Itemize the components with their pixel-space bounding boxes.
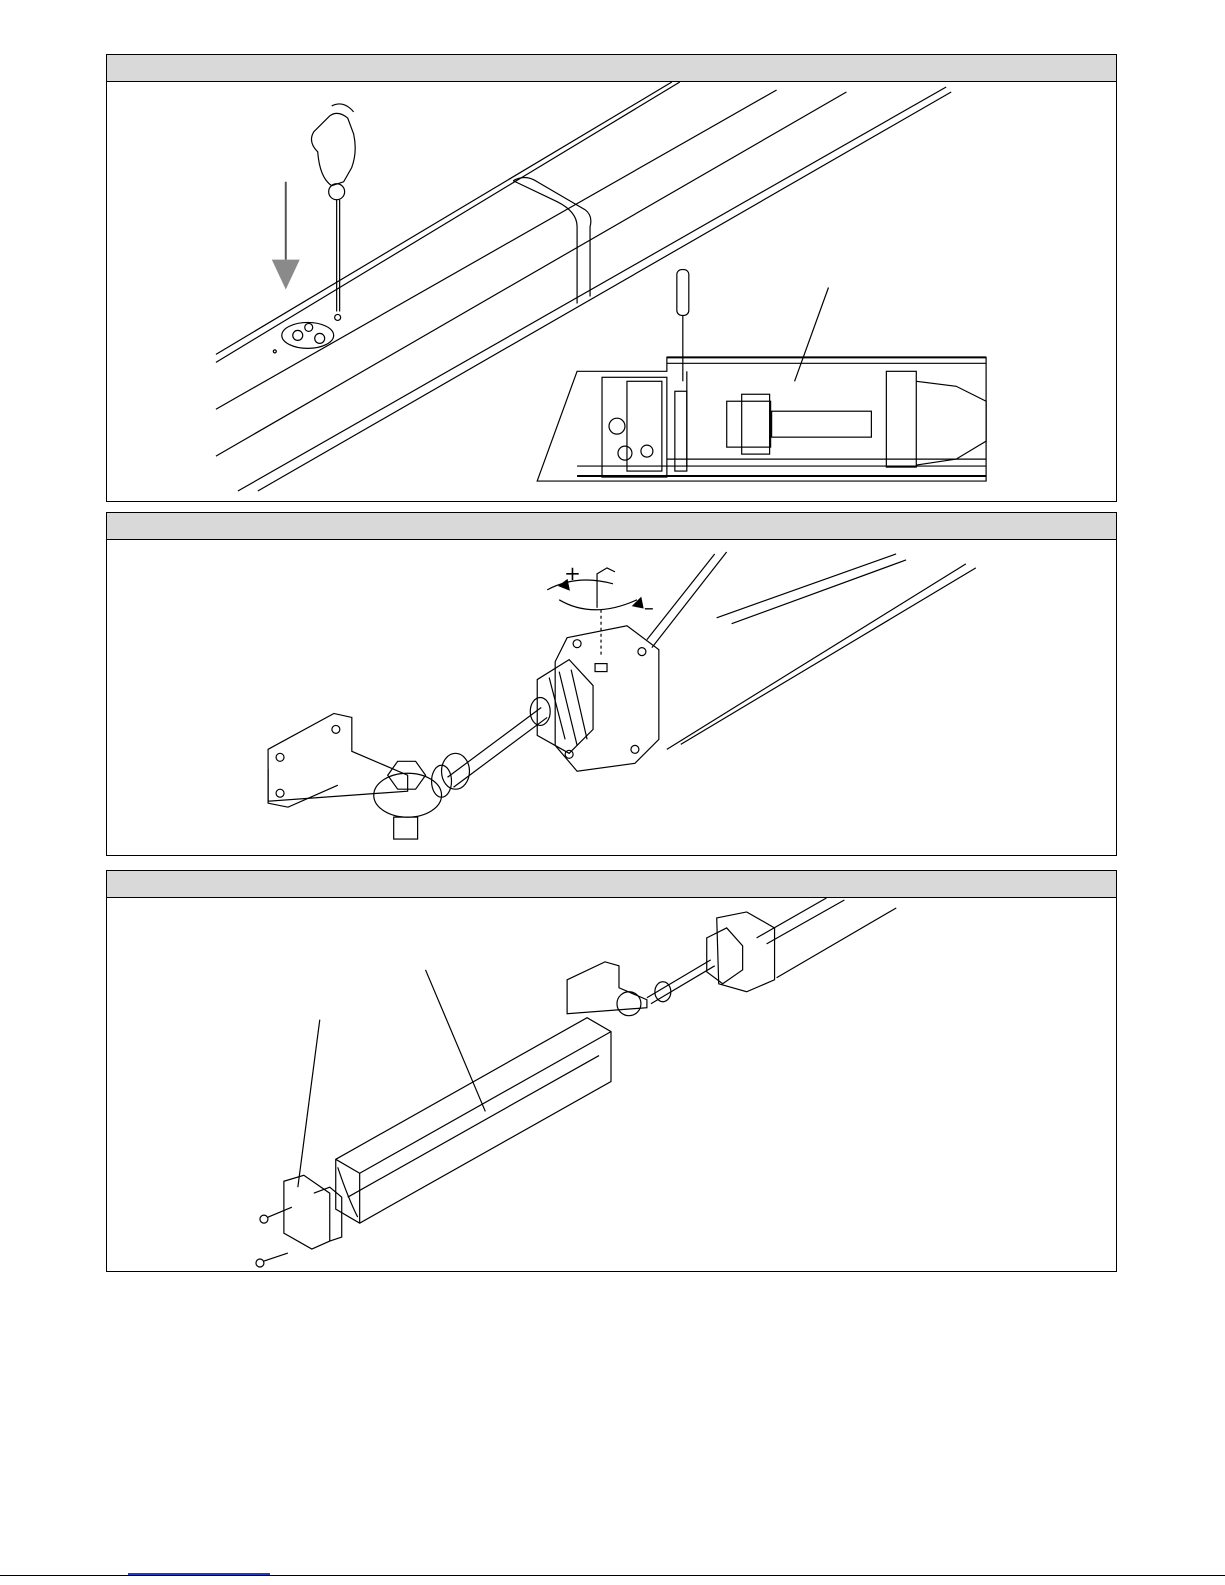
- bracket-small: [567, 962, 671, 1016]
- hand-with-dipstick: [311, 104, 355, 320]
- down-arrow-icon: [272, 182, 300, 290]
- footer-link-underline[interactable]: [128, 1573, 270, 1575]
- ball-joint: [374, 761, 442, 839]
- callout-leader-cap: [298, 1020, 320, 1188]
- hex-key-icon: [547, 568, 643, 658]
- panel-body-1: [107, 82, 1116, 501]
- conical-mount: [537, 660, 593, 754]
- cutaway-section: [537, 357, 986, 481]
- panel-header-3: [107, 871, 1116, 898]
- panel-body-2: [107, 540, 1116, 855]
- cylinder-body: [647, 552, 976, 749]
- rod-end-nut: [432, 753, 470, 797]
- plus-sign: +: [564, 561, 581, 585]
- piston-rod: [448, 698, 551, 788]
- cover-assembly-illustration: [107, 898, 1116, 1271]
- illustration-panel-2: [106, 512, 1117, 856]
- panel-header-1: [107, 55, 1116, 82]
- panel-body-3: [107, 898, 1116, 1271]
- cover-tube: [336, 1018, 611, 1223]
- illustration-panel-3: [106, 870, 1117, 1272]
- footer-rule: [0, 1575, 1225, 1576]
- oil-filling-illustration: [107, 82, 1116, 501]
- end-cap-screws: [256, 1207, 292, 1267]
- end-cap: [284, 1175, 342, 1249]
- mounting-bracket: [268, 713, 408, 807]
- flange-plate: [555, 626, 659, 772]
- pressure-adjustment-illustration: [107, 540, 1116, 855]
- minus-sign: –: [643, 595, 654, 619]
- actuator-small: [647, 898, 896, 1004]
- callout-leader-cover: [425, 970, 485, 1112]
- oil-plug: [273, 322, 333, 352]
- panel-header-2: [107, 513, 1116, 540]
- illustration-panel-1: [106, 54, 1117, 502]
